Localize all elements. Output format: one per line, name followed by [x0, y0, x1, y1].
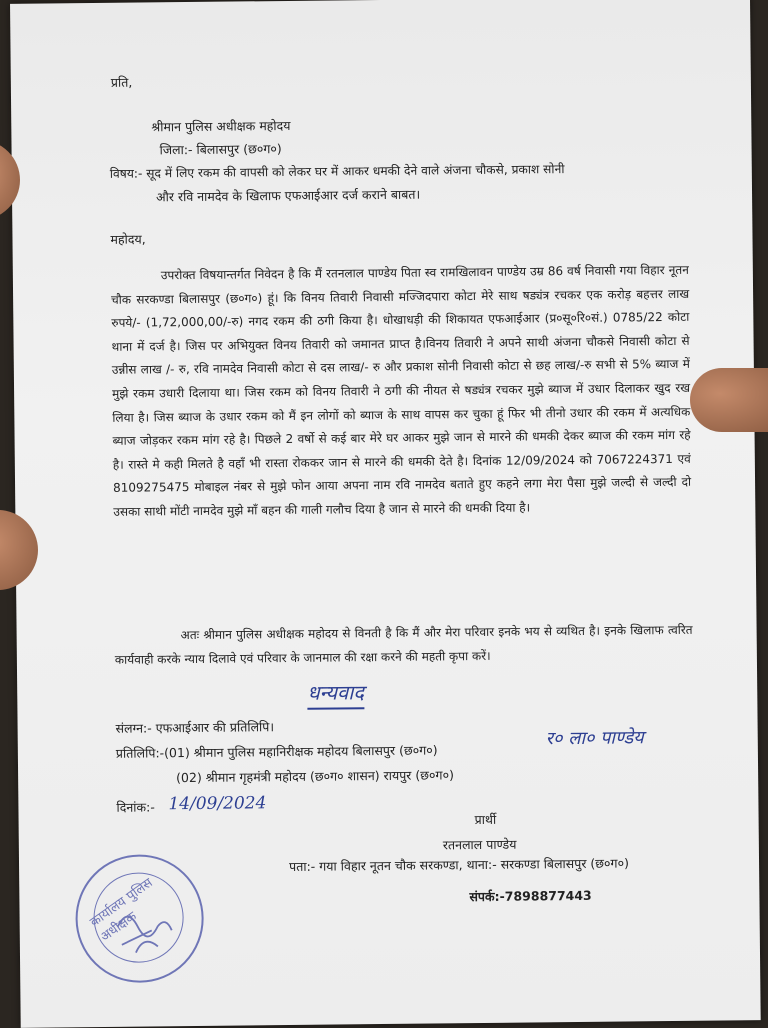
signature-handwritten: र० ला० पाण्डेय [545, 727, 644, 750]
copy-line-2: (02) श्रीमान गृहमंत्री महोदय (छ०ग० शासन) रायपुर (छ०ग०) [176, 767, 454, 786]
salutation: महोदय, [110, 231, 146, 247]
seal-scribble-icon [77, 856, 202, 981]
applicant-name: रतनलाल पाण्डेय [442, 836, 517, 853]
date-handwritten: 14/09/2024 [168, 793, 267, 815]
enclosure-line: संलग्न:- एफआईआर की प्रतिलिपि। [115, 719, 275, 736]
body-paragraph-1: उपरोक्त विषयान्तर्गत निवेदन है कि मैं रतनलाल पाण्डेय पिता स्व रामखिलावन पाण्डेय उम्र 86 वर्ष निवासी गया विहार नूतन चौक सरकण्डा बिलासपुर (छ०ग०) हूं। कि विनय तिवारी निवासी मज्जिदपारा कोटा मेरे साथ षड्यंत्र रचकर एक करोड़ बहत्तर लाख रुपये/- (1,72,000,00/-रु) नगद रकम की ठगी किया है। धोखाधड़ी की शिकायत एफआईआर (प्र०सू०रि०सं.) 0785/22 कोटा थाना में दर्ज है। जिस पर अभियुक्त विनय तिवारी को जमानत प्राप्त है।विनय तिवारी ने अपने साथी अंजना चौकसे निवासी कोटा से उन्नीस लाख /- रु, रवि नामदेव निवासी कोटा से दस लाख/- रु और प्रकाश सोनी निवासी कोटा से छह लाख/-रु सभी से 5% ब्याज में मुझे रकम उधारी दिलाया था। जिस रकम को विनय तिवारी ने ठगी की नीयत से षड्यंत्र रचकर मुझे ब्याज में उधार दिलाकर खुद रख लिया है। जिस ब्याज के उधार रकम को मैं इन लोगों को ब्याज के साथ वापस कर चुका हूं फिर भी तीनो उधार की रकम में अत्यधिक ब्याज जोड़कर रकम मांग रहे है। पिछले 2 वर्षो से कई बार मेरे घर आकर मुझे जान से मारने की धमकी देकर ब्याज की रकम मांग रहे है। रास्ते मे कही मिलते है वहाँ भी रास्ता रोककर जान से मारने की धमकी देते है। दिनांक 12/09/2024 को 7067224371 एवं 8109275475 मोबाइल नंबर से मुझे फोन आया अपना नाम रवि नामदेव बताते हुए कहने लगा मेरा पैसा मुझे जल्दी से जल्दी दो उसका साथी मोंटी नामदेव मुझे माँ बहन की गाली गलौच दिया है जान से मारने की धमकी दिया है। [111, 262, 692, 519]
date-label: दिनांक:- [116, 799, 155, 815]
letter-page [10, 0, 761, 1028]
recipient-district: जिला:- बिलासपुर (छ०ग०) [159, 141, 282, 158]
office-seal-stamp [75, 854, 204, 983]
recipient-title: श्रीमान पुलिस अधीक्षक महोदय [151, 117, 291, 135]
subject-line-1: विषय:- सूद में लिए रकम की वापसी को लेकर घर में आकर धमकी देने वाले अंजना चौकसे, प्रकाश सोनी [109, 162, 565, 181]
seal-text: कार्यालय पुलिस अधीक्षक [87, 875, 156, 945]
subject-line-2: और रवि नामदेव के खिलाफ एफआईआर दर्ज कराने बाबत। [155, 186, 421, 205]
finger-right [690, 368, 768, 432]
copy-line-1: प्रतिलिपि:-(01) श्रीमान पुलिस महानिरीक्षक महोदय बिलासपुर (छ०ग०) [115, 742, 438, 761]
applicant-contact: संपर्क:-7898877443 [469, 887, 592, 905]
prati-line: प्रति, [110, 74, 133, 90]
applicant-label: प्रार्थी [474, 811, 497, 828]
body-paragraph-2: अतः श्रीमान पुलिस अधीक्षक महोदय से विनती है कि मैं और मेरा परिवार इनके भय से व्यथित है। इनके खिलाफ त्वरित कार्यवाही करके न्याय दिलावे एवं परिवार के जानमाल की रक्षा करने की महती कृपा करें। [114, 622, 693, 667]
thanks-handwritten: धन्यवाद [307, 678, 364, 710]
applicant-address: पता:- गया विहार नूतन चौक सरकण्डा, थाना:- सरकण्डा बिलासपुर (छ०ग०) [288, 855, 630, 874]
